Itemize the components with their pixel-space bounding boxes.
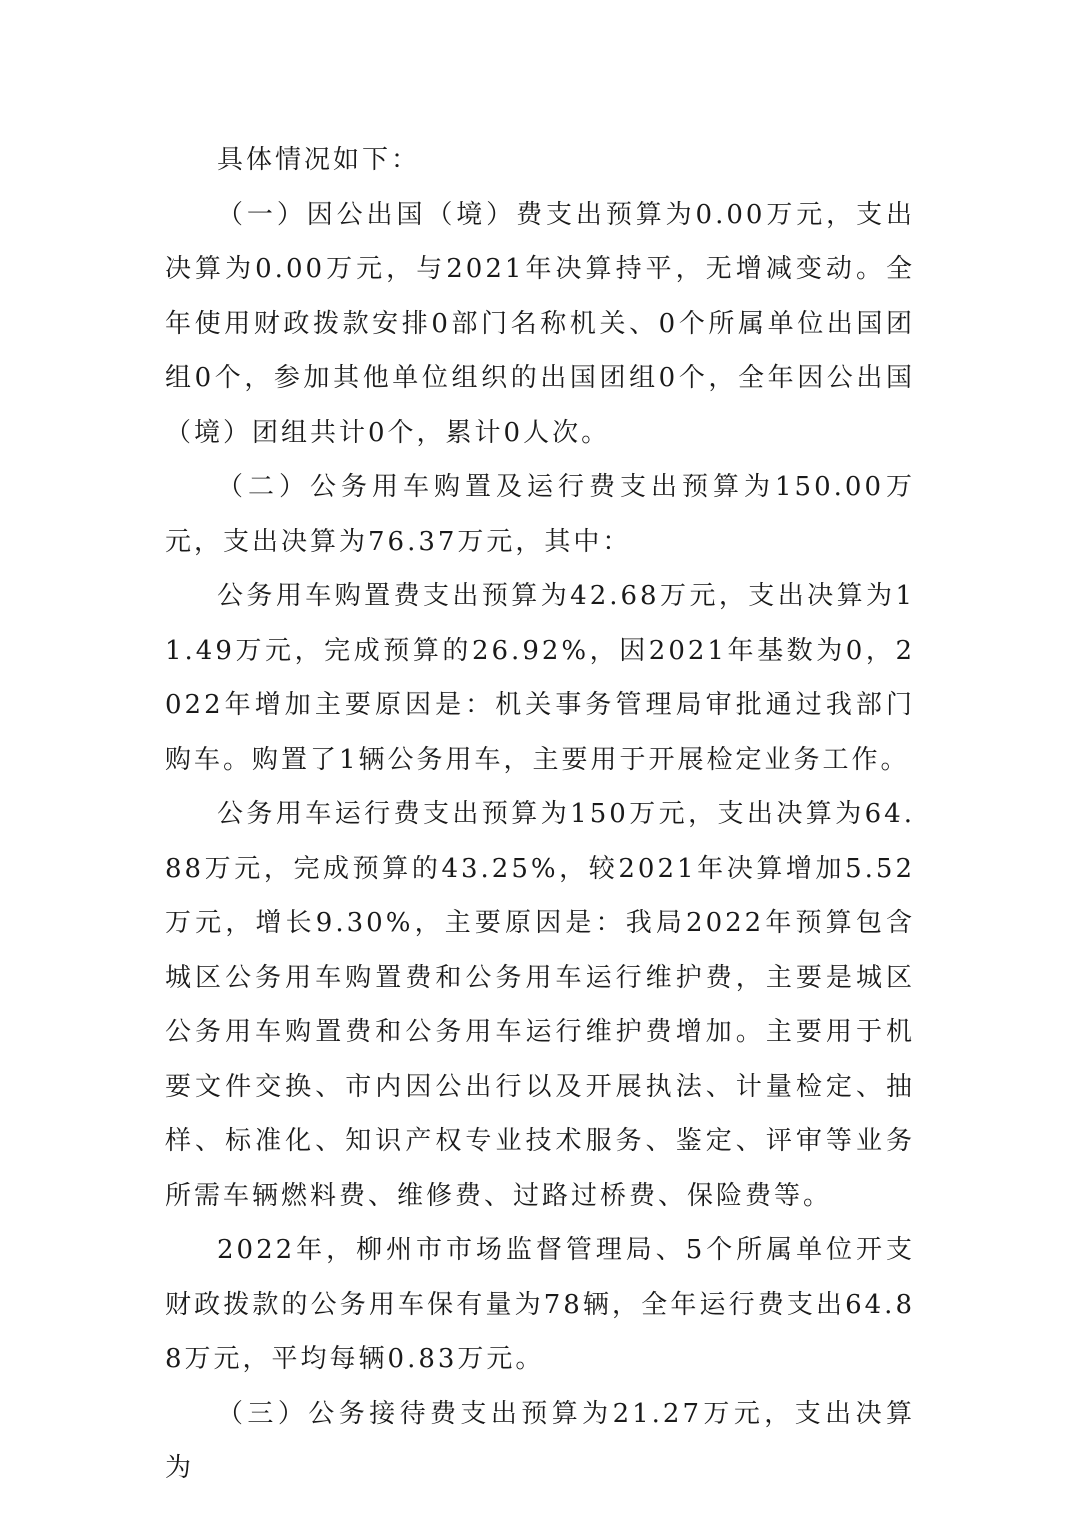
document-page <box>165 133 915 1496</box>
paragraph-vehicle-summary: （二）公务用车购置及运行费支出预算为150.00万元，支出决算为76.37万元，其中： <box>165 472 915 557</box>
paragraph-intro: 具体情况如下： <box>217 145 421 175</box>
paragraph-reception: （三）公务接待费支出预算为21.27万元，支出决算为 <box>165 1398 915 1483</box>
paragraph-vehicle-fleet: 2022年，柳州市市场监督管理局、5个所属单位开支财政拨款的公务用车保有量为78辆，全年运行费支出64.88万元，平均每辆0.83万元。 <box>165 1235 915 1374</box>
paragraph-vehicle-purchase: 公务用车购置费支出预算为42.68万元，支出决算为11.49万元，完成预算的26.92%，因2021年基数为0，2022年增加主要原因是：机关事务管理局审批通过我部门购车。购置了1辆公务用车，主要用于开展检定业务工作。 <box>165 581 915 775</box>
paragraph-overseas-travel: （一）因公出国（境）费支出预算为0.00万元，支出决算为0.00万元，与2021年决算持平，无增减变动。全年使用财政拨款安排0部门名称机关、0个所属单位出国团组0个，参加其他单位组织的出国团组0个，全年因公出国（境）团组共计0个，累计0人次。 <box>165 199 915 448</box>
paragraph-vehicle-operation: 公务用车运行费支出预算为150万元，支出决算为64.88万元，完成预算的43.25%，较2021年决算增加5.52万元，增长9.30%，主要原因是：我局2022年预算包含城区公务用车购置费和公务用车运行维护费，主要是城区公务用车购置费和公务用车运行维护费增加。主要用于机要文件交换、市内因公出行以及开展执法、计量检定、抽样、标准化、知识产权专业技术服务、鉴定、评审等业务所需车辆燃料费、维修费、过路过桥费、保险费等。 <box>165 799 915 1211</box>
